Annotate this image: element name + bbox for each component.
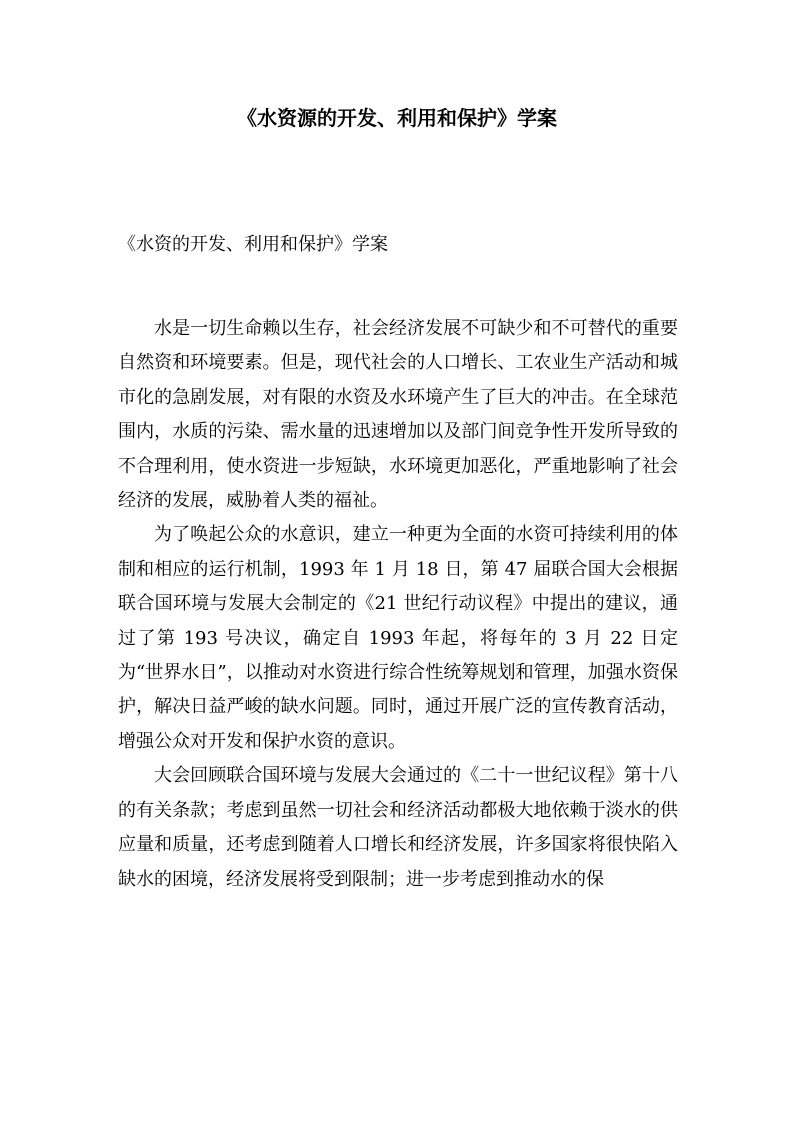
document-body bbox=[118, 312, 678, 897]
paragraph: 水是一切生命赖以生存，社会经济发展不可缺少和不可替代的重要自然资和环境要素。但是，现代社会的人口增长、工农业生产活动和城市化的急剧发展，对有限的水资及水环境产生了巨大的冲击。在全球范围内，水质的污染、需水量的迅速增加以及部门间竞争性开发所导致的不合理利用，使水资进一步短缺，水环境更加恶化，严重地影响了社会经济的发展，威胁着人类的福祉。 bbox=[118, 318, 678, 512]
document-subtitle: 《水资的开发、利用和保护》学案 bbox=[118, 234, 388, 255]
paragraph: 为了唤起公众的水意识，建立一种更为全面的水资可持续利用的体制和相应的运行机制，1993 年 1 月 18 日，第 47 届联合国大会根据联合国环境与发展大会制定的《21 世纪行动议程》中提出的建议，通过了第 193 号决议，确定自 1993 年起，将每年的 3 月 22 日定为“世界水日”，以推动对水资进行综合性统筹规划和管理，加强水资保护，解决日益严峻的缺水问题。同时，通过开展广泛的宣传教育活动，增强公众对开发和保护水资的意识。 bbox=[118, 524, 678, 752]
paragraph: 大会回顾联合国环境与发展大会通过的《二十一世纪议程》第十八的有关条款；考虑到虽然一切社会和经济活动都极大地依赖于淡水的供应量和质量，还考虑到随着人口增长和经济发展，许多国家将很快陷入缺水的困境，经济发展将受到限制；进一步考虑到推动水的保 bbox=[118, 765, 678, 890]
document-title: 《水资源的开发、利用和保护》学案 bbox=[237, 106, 557, 130]
